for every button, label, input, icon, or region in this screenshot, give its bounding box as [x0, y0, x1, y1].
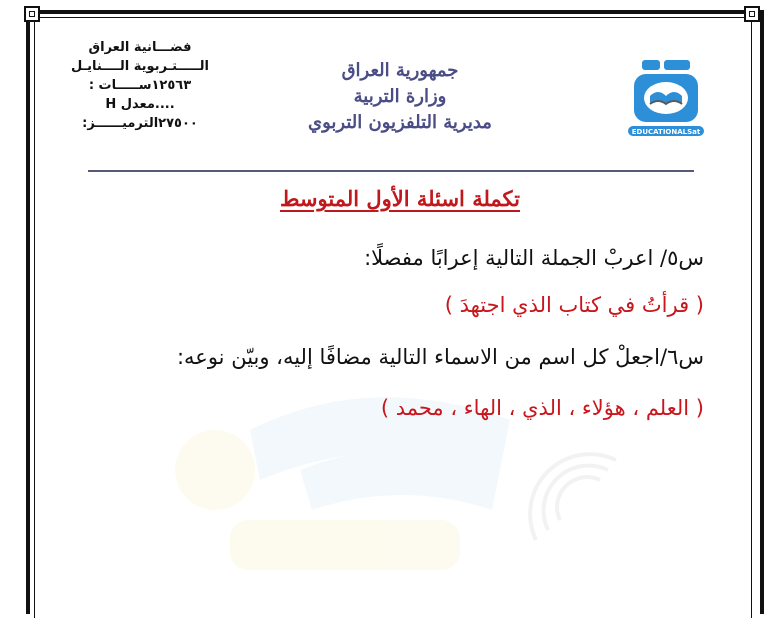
- page-heading: [200, 186, 600, 211]
- school-info-block: [55, 38, 225, 133]
- educational-tv-logo: [628, 60, 704, 140]
- logo-caption: EDUCATIONALSat: [631, 128, 701, 136]
- school-info-line: ٢٧٥٠٠الترميــــــز:: [82, 116, 198, 131]
- question-6: س٦/اجعلْ كل اسم من الاسماء التالية مضافًا إليه، وبيّن نوعه:: [176, 345, 704, 369]
- school-info-line: ١٢٥٦٣ســـــات :: [88, 78, 192, 93]
- directorate-title: مديرية التلفزيون التربوي: [308, 112, 492, 133]
- frame-corner-top-right: [744, 6, 760, 22]
- header-divider: [88, 170, 694, 172]
- republic-title: جمهورية العراق: [341, 60, 459, 81]
- ministry-title: وزارة التربية: [353, 86, 447, 107]
- frame-corner-top-left: [24, 6, 40, 22]
- question-5: س٥/ اعربْ الجملة التالية إعرابًا مفصلًا:: [364, 246, 704, 270]
- question-6-words: ( العلم ، هؤلاء ، الذي ، الهاء ، محمد ): [380, 396, 704, 420]
- ministry-title-block: [270, 58, 530, 136]
- school-info-line: ....معدل H: [105, 97, 175, 112]
- school-info-line: فضـــانية العراق: [88, 40, 192, 55]
- school-info-line: الـــــتـربوية الــــنايـل: [71, 59, 209, 74]
- page-heading-text: تكملة اسئلة الأول المتوسط: [279, 186, 520, 211]
- question-5-sentence: ( قرأتُ في كتاب الذي اجتهدَ ): [444, 293, 704, 317]
